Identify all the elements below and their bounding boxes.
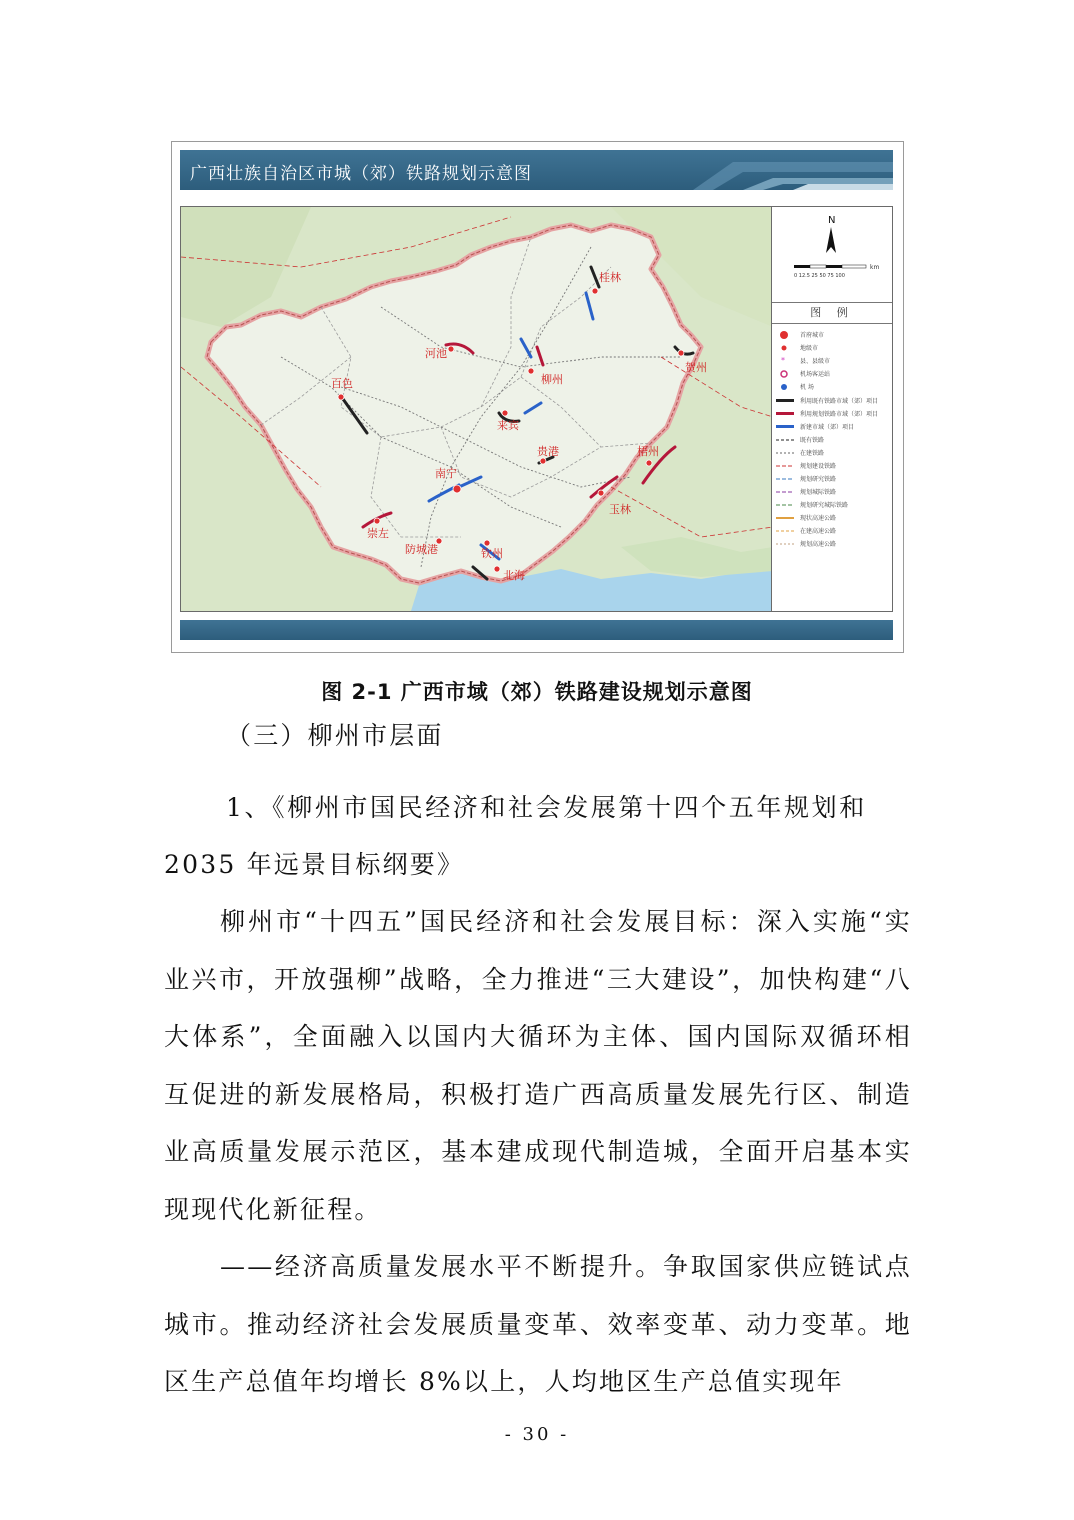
legend-item-planned-highway: 规划高速公路 (800, 541, 837, 548)
map-bottom-bar (180, 620, 893, 640)
item-title-line2: 2035 年远景目标纲要》 (164, 850, 465, 879)
section-heading: （三）柳州市层面 (226, 721, 444, 750)
page-number: - 30 - (504, 1424, 570, 1445)
city-label-yulin: 玉林 (609, 503, 631, 516)
guangxi-map (181, 207, 773, 611)
city-label-baise: 百色 (331, 377, 353, 390)
legend-item-airport: 机 场 (800, 384, 814, 391)
city-label-hezhou: 贺州 (685, 361, 707, 374)
legend-items (772, 325, 892, 611)
legend-item-county: 县、县级市 (800, 358, 831, 365)
paragraph-1: 柳州市“十四五”国民经济和社会发展目标：深入实施“实业兴市，开放强柳”战略，全力推进“三大建设”，加快构建“八大体系”，全面融入以国内大循环为主体、国内国际双循环相互促进的新发展格局，积极打造广西高质量发展先行区、制造业高质量发展示范区，基本建成现代制造城，全面开启基本实现现代化新征程。 (164, 907, 912, 1224)
legend-item-study-rail: 规划研究铁路 (800, 476, 837, 483)
legend-title: 图 例 (772, 302, 892, 324)
city-label-fangchenggang: 防城港 (405, 543, 438, 556)
title-bar-stripes (633, 150, 893, 190)
legend-item-station: 机场客运站 (800, 371, 831, 378)
legend-item-intercity-rail: 规划城际铁路 (800, 489, 837, 496)
north-arrow-scale (772, 207, 892, 299)
north-label: N (828, 215, 836, 226)
legend-item-prefecture: 地级市 (800, 345, 819, 352)
legend-item-existing-rail: 既有铁路 (800, 437, 825, 444)
city-label-beihai: 北海 (503, 569, 525, 582)
legend-item-capital: 首府城市 (800, 332, 825, 339)
scale-unit: km (870, 264, 880, 271)
scale-ticks: 0 12.5 25 50 75 100 (794, 273, 845, 279)
map-frame (180, 206, 893, 612)
legend-item-study-intercity: 规划研究城际铁路 (800, 502, 849, 509)
city-label-liuzhou: 柳州 (541, 373, 563, 386)
map-legend (771, 207, 892, 611)
legend-item-planned-project: 利用规划铁路市域（郊）项目 (800, 411, 879, 418)
legend-item-new-project: 新建市域（郊）项目 (800, 424, 855, 431)
city-label-laibin: 来宾 (497, 419, 519, 432)
city-label-guigang: 贵港 (537, 445, 559, 458)
city-label-chongzuo: 崇左 (367, 527, 389, 540)
city-label-hechi: 河池 (425, 347, 447, 360)
legend-item-building-highway: 在建高速公路 (800, 528, 837, 535)
svg-text:*: * (781, 356, 785, 365)
map-title: 广西壮族自治区市城（郊）铁路规划示意图 (190, 164, 532, 184)
city-label-qinzhou: 钦州 (481, 547, 503, 560)
city-label-guilin: 桂林 (599, 271, 621, 284)
paragraph-2: ——经济高质量发展水平不断提升。争取国家供应链试点城市。推动经济社会发展质量变革、效率变革、动力变革。地区生产总值年均增长 8%以上，人均地区生产总值实现年 (164, 1252, 912, 1396)
figure-caption: 图 2-1 广西市域（郊）铁路建设规划示意图 (321, 680, 753, 704)
item-title-line1: 1、《柳州市国民经济和社会发展第十四个五年规划和 (226, 793, 867, 822)
legend-item-planned-rail: 规划建设铁路 (800, 463, 837, 470)
city-label-wuzhou: 梧州 (637, 445, 659, 458)
legend-item-building-rail: 在建铁路 (800, 450, 825, 457)
legend-item-existing-project: 利用既有铁路市域（郊）项目 (800, 398, 879, 405)
legend-item-highway: 现状高速公路 (800, 515, 837, 522)
map-figure (171, 141, 904, 653)
north-arrow-icon (826, 227, 836, 253)
city-label-nanning: 南宁 (435, 467, 457, 480)
map-title-bar (180, 150, 893, 190)
